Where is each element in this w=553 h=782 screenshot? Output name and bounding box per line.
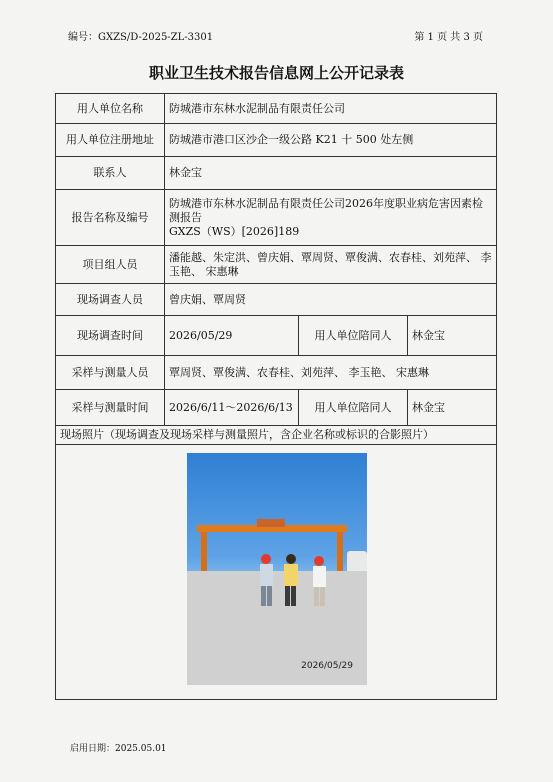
team-row bbox=[56, 246, 497, 284]
page-indicator: 第 1 页 共 3 页 bbox=[414, 32, 483, 43]
photo-cell bbox=[56, 445, 497, 700]
employer-label: 用人单位名称 bbox=[56, 94, 165, 124]
header-line bbox=[68, 28, 483, 43]
site-photo-illustration bbox=[187, 453, 367, 685]
sampling-escort-value: 林金宝 bbox=[408, 390, 497, 426]
report-value bbox=[165, 190, 497, 246]
survey-escort-label: 用人单位陪同人 bbox=[299, 316, 408, 356]
photo-row bbox=[56, 445, 497, 700]
sampling-staff-row bbox=[56, 356, 497, 390]
sampling-time-row bbox=[56, 390, 497, 426]
employer-row bbox=[56, 94, 497, 124]
address-value: 防城港市港口区沙企一级公路 K21 十 500 处左侧 bbox=[165, 124, 497, 157]
sampling-time-label: 采样与测量时间 bbox=[56, 390, 165, 426]
site-photo bbox=[187, 453, 367, 685]
survey-staff-row bbox=[56, 284, 497, 316]
survey-staff-label: 现场调查人员 bbox=[56, 284, 165, 316]
sampling-staff-value: 覃周贤、覃俊满、农春桂、刘苑萍、 李玉艳、 宋惠琳 bbox=[165, 356, 497, 390]
crane-trolley bbox=[257, 519, 285, 527]
contact-value: 林金宝 bbox=[165, 157, 497, 190]
employer-value: 防城港市东林水泥制品有限责任公司 bbox=[165, 94, 497, 124]
address-label: 用人单位注册地址 bbox=[56, 124, 165, 157]
sampling-time-value: 2026/6/11～2026/6/13 bbox=[165, 390, 299, 426]
contact-label: 联系人 bbox=[56, 157, 165, 190]
sampling-escort-label: 用人单位陪同人 bbox=[299, 390, 408, 426]
survey-staff-value: 曾庆娟、覃周贤 bbox=[165, 284, 497, 316]
report-name: 防城港市东林水泥制品有限责任公司2026年度职业病危害因素检测报告 bbox=[169, 196, 483, 224]
photo-caption: 现场照片（现场调查及现场采样与测量照片，含企业名称或标识的合影照片） bbox=[56, 426, 497, 445]
record-form-table bbox=[55, 93, 497, 700]
crane-leg-left bbox=[201, 532, 207, 572]
report-row bbox=[56, 190, 497, 246]
survey-escort-value: 林金宝 bbox=[408, 316, 497, 356]
photo-caption-row bbox=[56, 426, 497, 445]
team-value: 潘能越、朱定洪、曾庆娟、覃周贤、覃俊满、农春桂、刘苑萍、 李玉艳、 宋惠琳 bbox=[165, 246, 497, 284]
report-code: GXZS（WS）[2026]189 bbox=[169, 224, 300, 238]
photo-date-stamp: 2026/05/29 bbox=[301, 661, 353, 671]
survey-time-row bbox=[56, 316, 497, 356]
document-number: 编号：GXZS/D-2025-ZL-3301 bbox=[68, 32, 214, 43]
address-row bbox=[56, 124, 497, 157]
survey-time-value: 2026/05/29 bbox=[165, 316, 299, 356]
contact-row bbox=[56, 157, 497, 190]
enable-date: 启用日期：2025.05.01 bbox=[70, 744, 167, 754]
sampling-staff-label: 采样与测量人员 bbox=[56, 356, 165, 390]
person-2 bbox=[284, 554, 298, 606]
crane-leg-right bbox=[337, 532, 343, 572]
page-title: 职业卫生技术报告信息网上公开记录表 bbox=[148, 64, 404, 82]
team-label: 项目组人员 bbox=[56, 246, 165, 284]
report-label: 报告名称及编号 bbox=[56, 190, 165, 246]
survey-time-label: 现场调查时间 bbox=[56, 316, 165, 356]
